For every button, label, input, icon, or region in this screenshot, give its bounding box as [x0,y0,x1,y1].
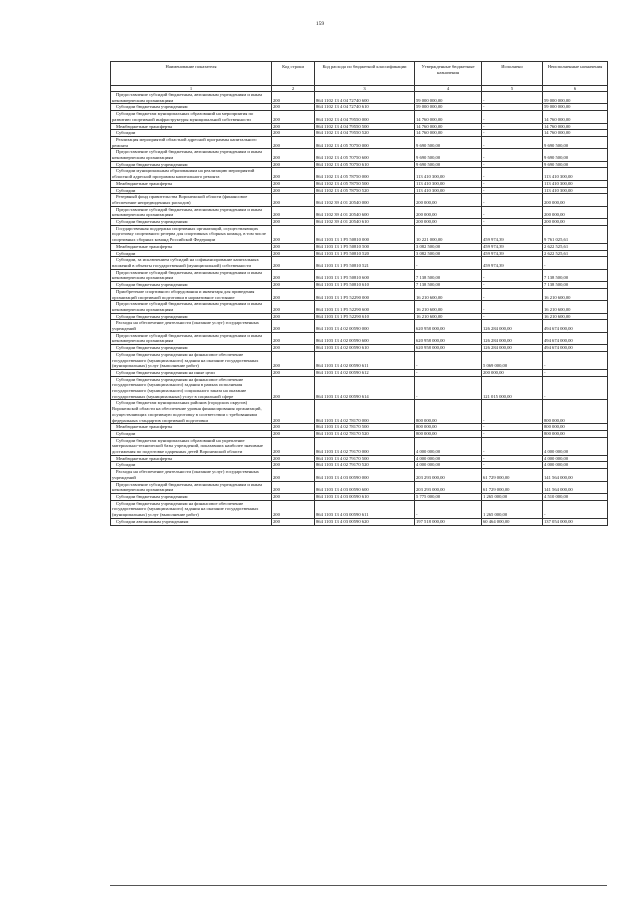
column-number: 4 [415,86,482,92]
row-line-code: 200 [272,194,315,206]
row-unexecuted: - [543,351,608,369]
row-approved: - [415,257,482,269]
row-name: Расходы на обеспечение деятельности (оказание услуг) государственных учреждений [111,320,272,332]
row-line-code: 200 [272,225,315,243]
row-approved: 14 760 000,00 [415,123,482,130]
row-approved: 7 138 500,00 [415,269,482,281]
row-name: Субсидии [111,130,272,137]
row-approved: 9 690 500,00 [415,136,482,148]
row-unexecuted: - [543,369,608,376]
column-number: 6 [543,86,608,92]
row-budget-code: 864 1103 13 4 02 78170 000 [315,400,415,424]
table-row [111,369,608,376]
row-name: Межбюджетные трансферты [111,180,272,187]
row-name: Субсидии бюджетным учреждениям [111,345,272,352]
header-executed: Исполнено [482,62,543,86]
row-executed: 60 464 000,00 [482,518,543,525]
row-executed: 61 729 000,00 [482,469,543,481]
row-budget-code: 864 1103 13 4 02 00590 610 [315,345,415,352]
row-executed: - [482,130,543,137]
row-unexecuted: 59 000 000,00 [543,104,608,111]
table-row [111,92,608,104]
table-row [111,301,608,313]
row-approved: 14 760 000,00 [415,130,482,137]
header-line-code: Код строки [272,62,315,86]
page-number: 159 [315,21,325,27]
table-row [111,168,608,180]
row-executed: - [482,136,543,148]
row-line-code: 200 [272,301,315,313]
row-name: Предоставление субсидий бюджетным, автономным учреждениям и иным некоммерческим организациям [111,332,272,344]
row-approved: 620 958 000,00 [415,320,482,332]
row-approved: 200 000,00 [415,194,482,206]
row-name: Межбюджетные трансферты [111,455,272,462]
row-unexecuted: 7 138 500,00 [543,282,608,289]
table-row [111,500,608,518]
row-name: Субсидии бюджетным учреждениям [111,219,272,226]
row-name: Субсидии бюджетам муниципальных образований на укрепление материально-технической базы учреждений, показавших наиболее значимые достижения по подготовке одаренных детей Воронежской области [111,437,272,455]
header-row [111,62,608,86]
row-budget-code: 864 1102 13 4 05 70750 610 [315,161,415,168]
row-executed: - [482,194,543,206]
row-unexecuted: 800 000,00 [543,400,608,424]
row-executed: 459 974,39 [482,243,543,250]
row-executed: 126 284 000,00 [482,345,543,352]
row-budget-code: 864 1103 13 4 02 78170 500 [315,424,415,431]
row-unexecuted: 494 674 000,00 [543,345,608,352]
header-name: Наименование показателя [111,62,272,86]
row-unexecuted: 16 210 600,00 [543,301,608,313]
row-name: Субсидии бюджетным учреждениям [111,494,272,501]
table-row [111,469,608,481]
row-executed: - [482,92,543,104]
table-row [111,351,608,369]
table-row [111,130,608,137]
row-executed: 200 000,00 [482,369,543,376]
row-budget-code: 864 1103 13 1 P5 50810 520 [315,250,415,257]
row-budget-code: 864 1102 13 4 05 78750 000 [315,168,415,180]
row-approved: 800 000,00 [415,424,482,431]
row-approved: 59 000 000,00 [415,92,482,104]
row-line-code: 200 [272,136,315,148]
row-budget-code: 864 1103 13 4 03 00590 611 [315,500,415,518]
row-unexecuted: 200 000,00 [543,206,608,218]
table-row [111,123,608,130]
row-approved: 620 958 000,00 [415,332,482,344]
row-budget-code: 864 1103 13 4 02 79170 000 [315,437,415,455]
header-budget-code: Код расхода по бюджетной классификации [315,62,415,86]
row-unexecuted: 113 410 300,00 [543,168,608,180]
row-name: Субсидии, за исключением субсидий на софинансирование капитальных вложений в объекты государственной (муниципальной) собственности [111,257,272,269]
table-row [111,282,608,289]
row-approved: 113 410 300,00 [415,187,482,194]
row-executed: 5 069 000,00 [482,351,543,369]
table-row [111,250,608,257]
row-approved: 4 000 000,00 [415,455,482,462]
row-line-code: 200 [272,269,315,281]
row-unexecuted: 14 760 000,00 [543,123,608,130]
row-approved: 800 000,00 [415,400,482,424]
row-line-code: 200 [272,282,315,289]
row-unexecuted: 141 564 000,00 [543,481,608,493]
row-name: Государственная поддержка спортивных организаций, осуществляющих подготовку спортивного резерва для спортивных сборных команд, в том числе спортивных сборных команд Российской Федерации [111,225,272,243]
row-name: Межбюджетные трансферты [111,424,272,431]
table-row [111,376,608,400]
column-number: 1 [111,86,272,92]
row-unexecuted: 2 622 525,61 [543,250,608,257]
table-row [111,111,608,123]
row-unexecuted: 9 690 500,00 [543,161,608,168]
row-executed: 459 974,39 [482,250,543,257]
row-budget-code: 864 1103 13 1 P5 50810 600 [315,269,415,281]
row-budget-code: 864 1102 13 4 04 72740 610 [315,104,415,111]
row-executed: - [482,104,543,111]
row-approved: 59 000 000,00 [415,104,482,111]
row-executed: - [482,187,543,194]
row-unexecuted: 113 410 300,00 [543,180,608,187]
row-executed: 1 265 000,00 [482,494,543,501]
row-name: Субсидии бюджетным учреждениям [111,161,272,168]
row-approved: 113 410 300,00 [415,168,482,180]
row-executed: 126 284 000,00 [482,332,543,344]
row-name: Предоставление субсидий бюджетным, автономным учреждениям и иным некоммерческим организациям [111,149,272,161]
table-row [111,313,608,320]
row-line-code: 200 [272,130,315,137]
row-unexecuted: 4 000 000,00 [543,437,608,455]
row-budget-code: 864 1103 13 1 P5 52290 610 [315,313,415,320]
row-executed: 459 974,39 [482,257,543,269]
row-budget-code: 864 1102 13 4 05 70750 000 [315,136,415,148]
table-row [111,243,608,250]
table-row [111,257,608,269]
row-budget-code: 864 1103 13 4 03 00590 000 [315,469,415,481]
row-executed: - [482,168,543,180]
row-unexecuted: - [543,376,608,400]
row-name: Реализация мероприятий областной адресной программы капитального ремонта [111,136,272,148]
row-name: Субсидии бюджетам муниципальных образований на мероприятия по развитию спортивной инфраструктуры муниципальной собственности [111,111,272,123]
row-approved: 16 210 600,00 [415,288,482,300]
row-line-code: 200 [272,111,315,123]
row-approved: - [415,369,482,376]
row-name: Субсидии бюджетным учреждениям на финансовое обеспечение государственного (муниципального) задания в рамках исполнения государственного (муниципального) социального заказа на оказание государственных (муниципальных) услуг в социальной сфере [111,376,272,400]
row-executed: - [482,123,543,130]
row-line-code: 200 [272,376,315,400]
table-row [111,180,608,187]
row-executed: 61 729 000,00 [482,481,543,493]
row-unexecuted: 141 564 000,00 [543,469,608,481]
row-budget-code: 864 1103 13 1 P5 50810 000 [315,225,415,243]
row-budget-code: 864 1103 13 4 02 00590 614 [315,376,415,400]
row-budget-code: 864 1102 13 4 04 79550 000 [315,111,415,123]
row-name: Приобретение спортивного оборудования и инвентаря для приведения организаций спортивной подготовки в нормативное состояние [111,288,272,300]
bottom-rule [110,885,607,886]
row-line-code: 200 [272,149,315,161]
row-unexecuted: 200 000,00 [543,219,608,226]
row-unexecuted: 800 000,00 [543,424,608,431]
table-row [111,194,608,206]
row-name: Резервный фонд правительства Воронежской области (финансовое обеспечение непредвиденных расходов) [111,194,272,206]
column-number: 5 [482,86,543,92]
row-approved: 197 518 000,00 [415,518,482,525]
row-executed: 126 284 000,00 [482,320,543,332]
row-line-code: 200 [272,351,315,369]
table-row [111,437,608,455]
row-line-code: 200 [272,437,315,455]
row-executed: - [482,206,543,218]
table-row [111,136,608,148]
row-executed: - [482,282,543,289]
table-row [111,225,608,243]
row-executed: - [482,161,543,168]
row-approved: 620 958 000,00 [415,345,482,352]
table-row [111,269,608,281]
row-name: Субсидии [111,250,272,257]
column-number: 3 [315,86,415,92]
row-unexecuted: 200 000,00 [543,194,608,206]
table-row [111,332,608,344]
table-row [111,219,608,226]
row-line-code: 200 [272,104,315,111]
row-line-code: 200 [272,313,315,320]
column-number: 2 [272,86,315,92]
row-budget-code: 864 1102 13 4 04 79550 520 [315,130,415,137]
row-line-code: 200 [272,424,315,431]
row-budget-code: 864 1103 13 4 02 79170 520 [315,462,415,469]
row-line-code: 200 [272,123,315,130]
row-budget-code: 864 1103 13 1 P5 50810 521 [315,257,415,269]
table-row [111,161,608,168]
row-approved: 200 000,00 [415,206,482,218]
row-unexecuted: 9 690 500,00 [543,149,608,161]
row-line-code: 200 [272,219,315,226]
row-unexecuted: 4 000 000,00 [543,455,608,462]
row-budget-code: 864 1103 13 4 03 00590 620 [315,518,415,525]
row-unexecuted: 113 410 300,00 [543,187,608,194]
table-row [111,149,608,161]
table-row [111,481,608,493]
row-unexecuted: 9 690 500,00 [543,136,608,148]
table-row [111,320,608,332]
row-executed: - [482,313,543,320]
row-line-code: 200 [272,187,315,194]
row-executed: - [482,437,543,455]
row-approved: 9 690 500,00 [415,161,482,168]
row-line-code: 200 [272,494,315,501]
budget-execution-table [110,61,608,526]
table-row [111,187,608,194]
row-approved: - [415,500,482,518]
row-executed: - [482,455,543,462]
row-name: Субсидии [111,462,272,469]
row-approved: 16 210 600,00 [415,301,482,313]
row-name: Субсидии бюджетам муниципальных районов (городских округов) Воронежской области на обеспечение уровня финансирования организаций, осуществляющих спортивную подготовку в соответствии с требованиями федеральных стандартов спортивной подготовки [111,400,272,424]
table-row [111,518,608,525]
row-line-code: 200 [272,455,315,462]
row-name: Субсидии бюджетным учреждениям на финансовое обеспечение государственного (муниципального) задания на оказание государственных (муниципальных) услуг (выполнение работ) [111,500,272,518]
row-name: Субсидии [111,430,272,437]
row-line-code: 200 [272,369,315,376]
row-name: Субсидии [111,187,272,194]
row-name: Межбюджетные трансферты [111,243,272,250]
row-budget-code: 864 1103 13 4 02 00590 000 [315,320,415,332]
row-name: Субсидии бюджетным учреждениям на финансовое обеспечение государственного (муниципального) задания на оказание государственных (муниципальных) услуг (выполнение работ) [111,351,272,369]
row-budget-code: 864 1103 13 4 02 00590 611 [315,351,415,369]
row-name: Субсидии бюджетным учреждениям [111,313,272,320]
row-unexecuted: 9 761 025,61 [543,225,608,243]
row-unexecuted: 494 674 000,00 [543,332,608,344]
row-unexecuted: 14 760 000,00 [543,111,608,123]
row-budget-code: 864 1103 13 4 03 00590 610 [315,494,415,501]
row-unexecuted: 4 000 000,00 [543,462,608,469]
row-name: Предоставление субсидий бюджетным, автономным учреждениям и иным некоммерческим организациям [111,269,272,281]
row-line-code: 200 [272,469,315,481]
row-budget-code: 864 1102 39 4 01 20540 610 [315,219,415,226]
row-approved: 7 138 500,00 [415,282,482,289]
table-row [111,345,608,352]
row-line-code: 200 [272,332,315,344]
row-approved: 3 082 500,00 [415,243,482,250]
row-executed: - [482,111,543,123]
row-line-code: 200 [272,430,315,437]
row-unexecuted: - [543,257,608,269]
row-executed: - [482,288,543,300]
row-line-code: 200 [272,320,315,332]
row-name: Предоставление субсидий бюджетным, автономным учреждениям и иным некоммерческим организациям [111,92,272,104]
row-line-code: 200 [272,168,315,180]
row-name: Субсидии муниципальным образованиям на реализацию мероприятий областной адресной программы капитального ремонта [111,168,272,180]
header-unexecuted: Неисполненные назначения [543,62,608,86]
row-line-code: 200 [272,243,315,250]
table-row [111,455,608,462]
row-executed: 459 974,39 [482,225,543,243]
row-approved: - [415,376,482,400]
row-approved: 5 775 000,00 [415,494,482,501]
row-budget-code: 864 1103 13 4 02 78170 520 [315,430,415,437]
row-approved: 200 000,00 [415,219,482,226]
row-line-code: 200 [272,400,315,424]
row-budget-code: 864 1103 13 1 P5 50810 500 [315,243,415,250]
row-approved: 113 410 300,00 [415,180,482,187]
row-budget-code: 864 1103 13 4 02 79170 500 [315,455,415,462]
table-row [111,206,608,218]
row-executed: 1 265 000,00 [482,500,543,518]
table-row [111,462,608,469]
row-unexecuted: 800 000,00 [543,430,608,437]
row-executed: 121 015 000,00 [482,376,543,400]
table-row [111,288,608,300]
row-budget-code: 864 1102 13 4 04 79550 500 [315,123,415,130]
row-budget-code: 864 1102 13 4 04 72740 600 [315,92,415,104]
row-name: Субсидии бюджетным учреждениям [111,282,272,289]
row-executed: - [482,269,543,281]
row-budget-code: 864 1102 13 4 05 78750 520 [315,187,415,194]
row-unexecuted: - [543,500,608,518]
row-line-code: 200 [272,345,315,352]
row-name: Межбюджетные трансферты [111,123,272,130]
row-line-code: 200 [272,518,315,525]
row-unexecuted: 16 210 600,00 [543,313,608,320]
row-budget-code: 864 1103 13 1 P5 52290 000 [315,288,415,300]
row-unexecuted: 7 138 500,00 [543,269,608,281]
header-approved: Утвержденные бюджетные назначения [415,62,482,86]
table-row [111,104,608,111]
row-approved: - [415,351,482,369]
row-budget-code: 864 1103 13 1 P5 52290 600 [315,301,415,313]
row-approved: 203 293 000,00 [415,481,482,493]
row-budget-code: 864 1103 13 4 02 00590 600 [315,332,415,344]
row-executed: - [482,180,543,187]
row-executed: - [482,219,543,226]
row-budget-code: 864 1102 13 4 05 78750 500 [315,180,415,187]
row-unexecuted: 494 674 000,00 [543,320,608,332]
row-name: Предоставление субсидий бюджетным, автономным учреждениям и иным некоммерческим организациям [111,481,272,493]
row-name: Расходы на обеспечение деятельности (оказание услуг) государственных учреждений [111,469,272,481]
row-budget-code: 864 1102 39 4 01 20540 600 [315,206,415,218]
row-executed: - [482,400,543,424]
row-approved: 14 760 000,00 [415,111,482,123]
row-line-code: 200 [272,206,315,218]
row-budget-code: 864 1103 13 1 P5 50810 610 [315,282,415,289]
row-unexecuted: 4 510 000,00 [543,494,608,501]
row-executed: - [482,430,543,437]
row-budget-code: 864 1102 13 4 05 70750 600 [315,149,415,161]
row-executed: - [482,149,543,161]
row-name: Предоставление субсидий бюджетным, автономным учреждениям и иным некоммерческим организациям [111,301,272,313]
row-name: Субсидии бюджетным учреждениям на иные цели [111,369,272,376]
row-line-code: 200 [272,250,315,257]
row-line-code: 200 [272,288,315,300]
row-approved: 800 000,00 [415,430,482,437]
row-approved: 9 690 500,00 [415,149,482,161]
row-budget-code: 864 1103 13 4 03 00590 600 [315,481,415,493]
row-approved: 3 082 500,00 [415,250,482,257]
row-budget-code: 864 1103 13 4 02 00590 612 [315,369,415,376]
row-unexecuted: 2 622 525,61 [543,243,608,250]
row-line-code: 200 [272,500,315,518]
table-body [111,92,608,526]
table-row [111,494,608,501]
row-executed: - [482,301,543,313]
row-unexecuted: 16 210 600,00 [543,288,608,300]
table-row [111,424,608,431]
row-line-code: 200 [272,180,315,187]
row-executed: - [482,462,543,469]
row-approved: 4 000 000,00 [415,462,482,469]
row-approved: 16 210 600,00 [415,313,482,320]
row-executed: - [482,424,543,431]
row-line-code: 200 [272,257,315,269]
row-line-code: 200 [272,462,315,469]
row-unexecuted: 14 760 000,00 [543,130,608,137]
row-line-code: 200 [272,92,315,104]
table-row [111,430,608,437]
row-approved: 203 293 000,00 [415,469,482,481]
row-approved: 10 221 000,00 [415,225,482,243]
row-budget-code: 864 1102 39 4 01 20540 000 [315,194,415,206]
row-line-code: 200 [272,481,315,493]
table-row [111,400,608,424]
row-approved: 4 000 000,00 [415,437,482,455]
row-name: Субсидии автономным учреждениям [111,518,272,525]
row-name: Субсидии бюджетным учреждениям [111,104,272,111]
row-line-code: 200 [272,161,315,168]
row-unexecuted: 59 000 000,00 [543,92,608,104]
row-name: Предоставление субсидий бюджетным, автономным учреждениям и иным некоммерческим организациям [111,206,272,218]
row-unexecuted: 137 054 000,00 [543,518,608,525]
